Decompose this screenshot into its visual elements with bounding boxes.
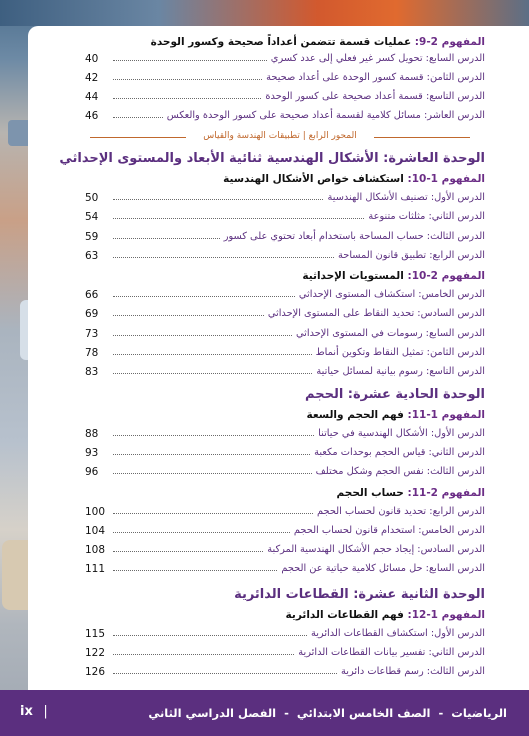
toc-entry[interactable] [85,666,485,678]
lesson-title: الدرس الثامن: تمثيل النقاط وتكوين أنماط [315,347,485,358]
lesson-title: الدرس الثاني: مثلثات متنوعة [368,211,485,222]
leader-dots [113,72,262,80]
page-number: 44 [85,91,99,103]
concept-heading [302,270,485,282]
lesson-title: الدرس الرابع: تحديد قانون لحساب الحجم [316,506,485,517]
lesson-title: الدرس السابع: تحويل كسر غير فعلي إلى عدد كسري [270,53,485,64]
concept-title: عمليات قسمة تتضمن أعداداً صحيحة وكسور الوحدة [150,36,412,48]
strand-divider [90,131,470,141]
lesson-title: الدرس الخامس: استخدام قانون لحساب الحجم [293,525,485,536]
lesson-title: الدرس الأول: الأشكال الهندسية في حياتنا [318,428,485,439]
concept-title: حساب الحجم [336,487,404,499]
page-number: 104 [85,525,106,537]
toc-entry[interactable] [85,110,485,122]
leader-dots [113,308,264,316]
footer-grade: الصف الخامس الابتدائي [296,706,431,720]
toc-entry[interactable] [85,466,485,478]
page-number: 54 [85,211,99,223]
page-number: 126 [85,666,106,678]
lesson-title: الدرس السادس: تحديد النقاط على المستوى الإحداثي [267,308,485,319]
page-number: 78 [85,347,99,359]
lesson-title: الدرس السابع: حل مسائل كلامية حياتية عن الحجم [281,563,485,574]
leader-dots [113,347,312,355]
footer-title [148,706,507,720]
concept-title: المستويات الإحداثية [302,270,404,282]
background-photo-top [0,0,529,26]
leader-dots [113,428,314,436]
toc-entry[interactable] [85,289,485,301]
lesson-title: الدرس الثاني: تفسير بيانات القطاعات الدائرية [298,647,485,658]
leader-dots [113,628,307,636]
leader-dots [113,250,334,258]
leader-dots [113,91,261,99]
page-number: 59 [85,231,99,243]
concept-number: المفهوم 1-12: [407,609,485,621]
concept-heading [223,173,485,185]
page-number: 108 [85,544,106,556]
page-number: 73 [85,328,99,340]
page-number: 88 [85,428,99,440]
concept-heading [151,36,485,48]
leader-dots [113,525,290,533]
lesson-title: الدرس العاشر: مسائل كلامية لقسمة أعداد صحيحة على كسور الوحدة والعكس [166,110,485,121]
leader-dots [113,192,323,200]
lesson-title: الدرس الخامس: استكشاف المستوى الإحداثي [298,289,485,300]
lesson-title: الدرس السادس: إيجاد حجم الأشكال الهندسية المركبة [267,544,485,555]
page-number: 100 [85,506,106,518]
page-number-value: ix [20,704,33,719]
leader-dots [113,366,312,374]
page-number: 42 [85,72,99,84]
page-number: 111 [85,563,106,575]
leader-dots [113,328,292,336]
lesson-title: الدرس الأول: تصنيف الأشكال الهندسية [327,192,485,203]
toc-entry[interactable] [85,563,485,575]
leader-dots [113,563,277,571]
footer-dash: - [284,706,289,720]
divider-line [90,137,186,138]
concept-heading [337,487,485,499]
toc-entry[interactable] [85,192,485,204]
toc-entry[interactable] [85,544,485,556]
footer-dash: - [438,706,444,720]
page-number: 83 [85,366,99,378]
leader-dots [113,289,295,297]
page-number: 46 [85,110,99,122]
footer-subject: الرياضيات [451,706,507,720]
toc-entry[interactable] [85,628,485,640]
toc-entry[interactable] [85,211,485,223]
leader-dots [113,447,310,455]
toc-entry[interactable] [85,250,485,262]
toc-entry[interactable] [85,231,485,243]
toc-entry[interactable] [85,347,485,359]
toc-entry[interactable] [85,366,485,378]
lesson-title: الدرس الثامن: قسمة كسور الوحدة على أعداد صحيحة [266,72,485,83]
footer-term: الفصل الدراسي الثاني [148,706,277,720]
toc-entry[interactable] [85,647,485,659]
leader-dots [113,110,163,118]
page-number: 93 [85,447,99,459]
lesson-title: الدرس الثالث: رسم قطاعات دائرية [341,666,485,677]
unit-title: الوحدة العاشرة: الأشكال الهندسية ثنائية الأبعاد والمستوى الإحداثي [59,151,485,166]
concept-number: المفهوم 2-9: [414,36,485,48]
leader-dots [113,211,364,219]
lesson-title: الدرس الثالث: نفس الحجم وشكل مختلف [315,466,485,477]
page-number: 50 [85,192,99,204]
divider-line [374,137,470,138]
lesson-title: الدرس الأول: استكشاف القطاعات الدائرية [310,628,485,639]
lesson-title: الدرس الرابع: تطبيق قانون المساحة [338,250,485,261]
unit-title: الوحدة الحادية عشرة: الحجم [305,387,485,402]
toc-entry[interactable] [85,506,485,518]
toc-entry[interactable] [85,91,485,103]
page-number: 40 [85,53,99,65]
concept-heading [286,609,485,621]
concept-number: المفهوم 2-11: [407,487,485,499]
leader-dots [113,506,313,514]
concept-title: استكشاف خواص الأشكال الهندسية [223,173,404,185]
lesson-title: الدرس السابع: رسومات في المستوى الإحداثي [295,328,485,339]
unit-title: الوحدة الثانية عشرة: القطاعات الدائرية [234,587,485,602]
page-number: 63 [85,250,99,262]
strand-title: المحور الرابع | تطبيقات الهندسة والقياس [203,131,357,141]
page-number: 122 [85,647,106,659]
concept-title: فهم القطاعات الدائرية [285,609,404,621]
concept-heading [307,409,485,421]
toc-entry[interactable] [85,72,485,84]
footer-separator: | [43,704,48,719]
concept-number: المفهوم 2-10: [407,270,485,282]
lesson-title: الدرس التاسع: رسوم بيانية لمسائل حياتية [316,366,485,377]
toc-entry[interactable] [85,525,485,537]
lesson-title: الدرس الثالث: حساب المساحة باستخدام أبعاد تحتوي على كسور [223,231,485,242]
concept-title: فهم الحجم والسعة [306,409,404,421]
leader-dots [113,647,294,655]
page-number-roman [20,704,48,719]
lesson-title: الدرس التاسع: قسمة أعداد صحيحة على كسور الوحدة [265,91,485,102]
lesson-title: الدرس الثاني: قياس الحجم بوحدات مكعبة [314,447,485,458]
page-number: 96 [85,466,99,478]
leader-dots [113,544,263,552]
leader-dots [113,466,312,474]
concept-number: المفهوم 1-10: [407,173,485,185]
toc-entry[interactable] [85,308,485,320]
page-number: 115 [85,628,106,640]
leader-dots [113,53,267,61]
toc-entry[interactable] [85,447,485,459]
leader-dots [113,666,337,674]
toc-entry[interactable] [85,53,485,65]
leader-dots [113,231,220,239]
toc-entry[interactable] [85,428,485,440]
page-number: 69 [85,308,99,320]
concept-number: المفهوم 1-11: [407,409,485,421]
toc-entry[interactable] [85,328,485,340]
page-number: 66 [85,289,99,301]
